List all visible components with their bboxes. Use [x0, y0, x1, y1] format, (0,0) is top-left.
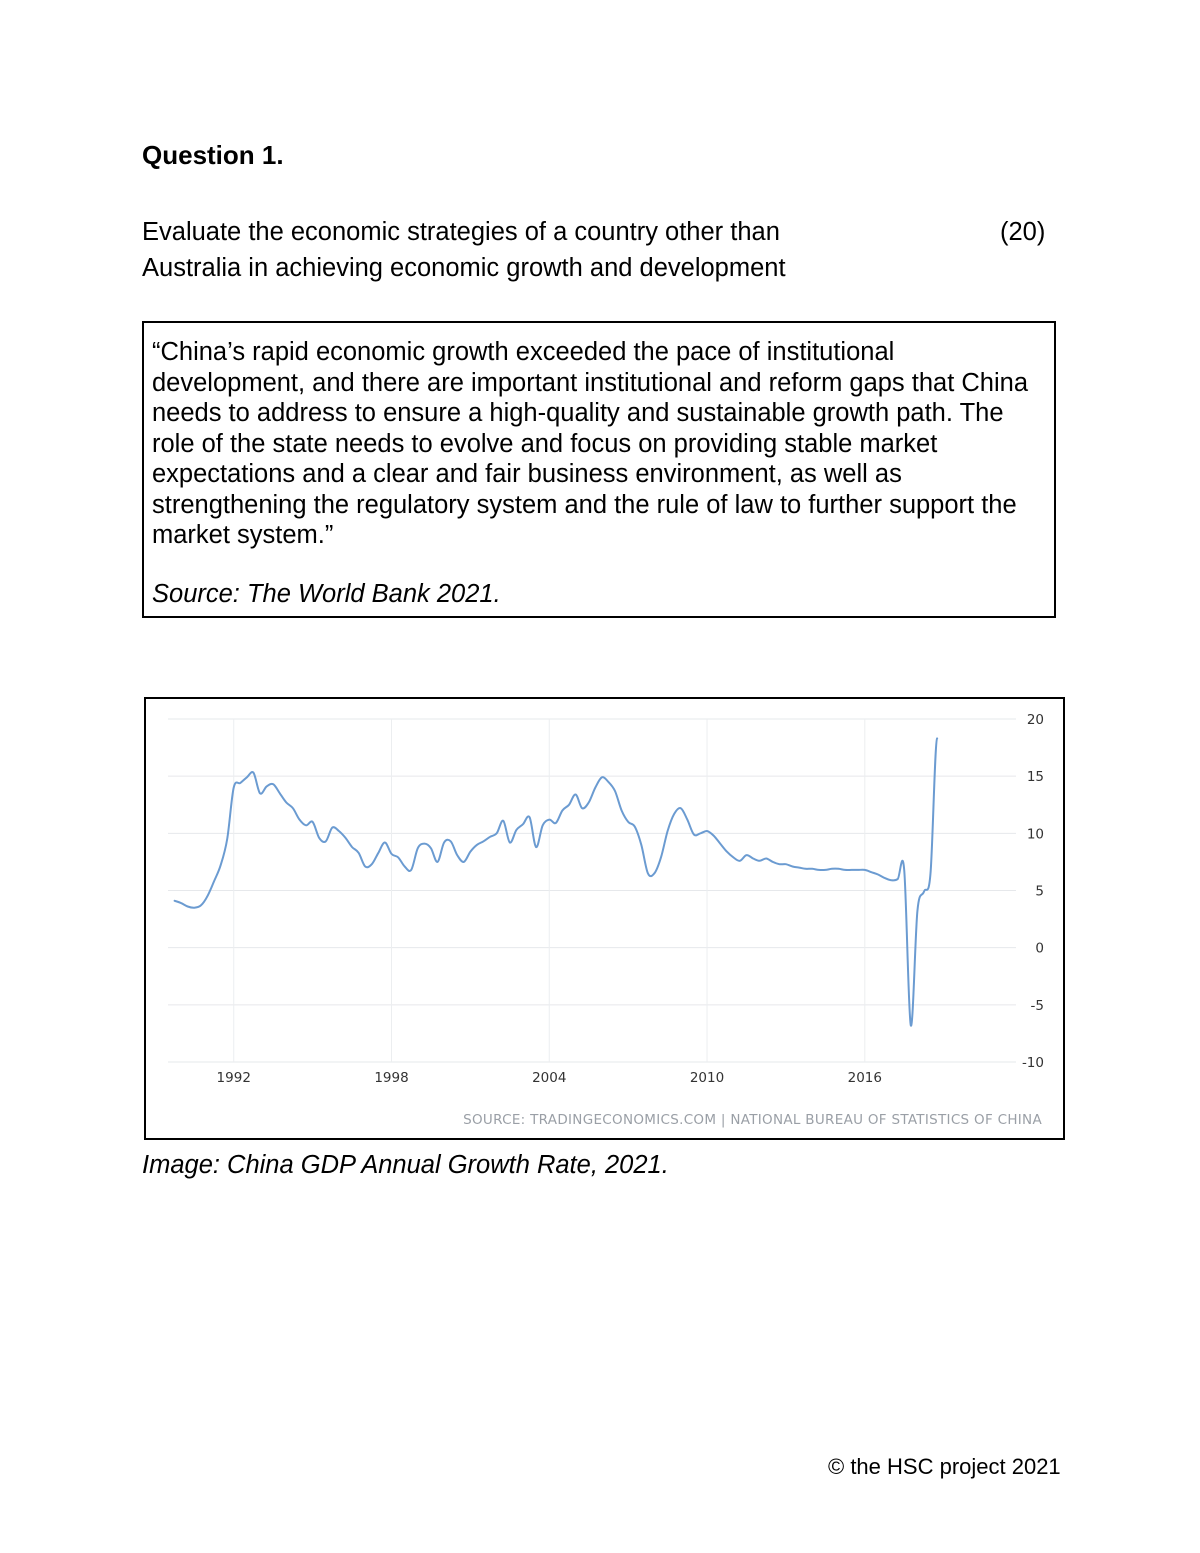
chart-source-note: SOURCE: TRADINGECONOMICS.COM | NATIONAL BUREAU OF STATISTICS OF CHINA: [463, 1112, 1042, 1128]
y-tick-label: -5: [1030, 997, 1044, 1014]
y-tick-label: -10: [1021, 1055, 1044, 1071]
y-tick-label: 20: [1026, 712, 1044, 728]
gdp-chart: [144, 697, 1065, 1140]
x-tick-label: 2010: [689, 1070, 725, 1086]
question-marks: (20): [1000, 218, 1046, 246]
quote-text: “China’s rapid economic growth exceeded the pace of institutional development, and there are important institutional and reform gaps that China needs to address to ensure a high-quality and sustainable growth path. The role of the state needs to evolve and focus on providing stable market expectations and a clear and fair business environment, as well as strengthening the regulatory system and the rule of law to further support the market system.”: [152, 338, 1029, 549]
quote-box: [142, 321, 1056, 618]
quote-source: Source: The World Bank 2021.: [152, 579, 501, 608]
copyright-footer: © the HSC project 2021: [828, 1454, 1061, 1479]
x-tick-label: 1992: [216, 1070, 251, 1086]
question-title: Question 1.: [142, 140, 284, 170]
chart-caption: Image: China GDP Annual Growth Rate, 2021.: [142, 1151, 669, 1179]
y-tick-label: 5: [1035, 883, 1044, 900]
y-tick-label: 10: [1026, 826, 1044, 843]
y-tick-label: 0: [1035, 940, 1044, 957]
gdp-growth-series-line: [175, 738, 938, 1025]
question-prompt-line-2: Australia in achieving economic growth and development: [142, 254, 786, 282]
question-prompt: [142, 214, 882, 286]
x-tick-label: 2016: [847, 1070, 882, 1086]
question-prompt-line-1: Evaluate the economic strategies of a country other than: [142, 218, 780, 246]
y-tick-label: 15: [1026, 769, 1044, 786]
gdp-chart-svg: [146, 699, 1063, 1138]
chart-grid: [168, 719, 1016, 1062]
x-tick-label: 2004: [532, 1070, 567, 1086]
x-tick-label: 1998: [374, 1070, 409, 1086]
